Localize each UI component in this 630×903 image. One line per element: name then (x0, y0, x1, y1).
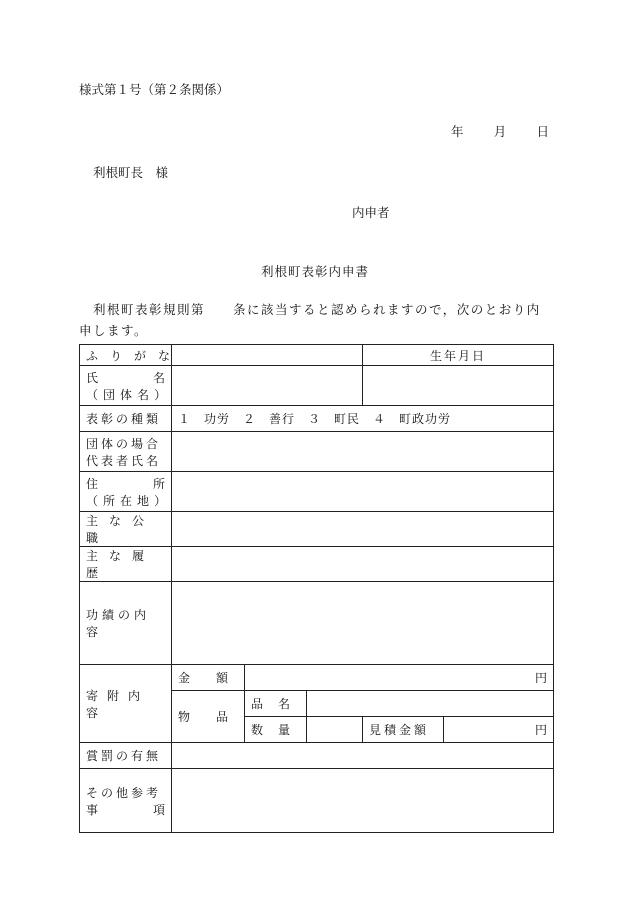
merit-label: 功績の内容 (86, 608, 151, 639)
furigana-label-cell (80, 345, 183, 366)
item-name-label-cell (245, 691, 307, 717)
body-text-line2: 申します。 (79, 323, 149, 338)
row-award-type (80, 406, 554, 432)
row-furigana (80, 345, 554, 366)
public-office-label-cell (80, 512, 172, 547)
amount-label-cell (172, 665, 245, 691)
address-label: 住 所 (86, 476, 165, 491)
item-name-label: 品 名 (251, 697, 290, 711)
address-field[interactable] (172, 472, 554, 512)
application-table (79, 344, 554, 833)
estimate-field[interactable] (444, 717, 554, 743)
public-office-field[interactable] (172, 512, 554, 547)
group-rep-label-line1: 団体の場合 (86, 436, 162, 451)
form-number: 様式第１号（第２条関係） (79, 82, 230, 97)
public-office-label: 主な公職 (86, 514, 156, 545)
furigana-label: ふ り が な (86, 348, 183, 363)
row-group-rep (80, 432, 554, 472)
estimate-label: 見積金額 (369, 723, 430, 737)
furigana-field[interactable] (172, 345, 363, 366)
row-other (80, 769, 554, 833)
reward-label-cell (80, 743, 172, 769)
group-rep-label-cell (80, 432, 172, 472)
birthdate-label: 生年月日 (430, 348, 487, 363)
goods-label: 物 品 (178, 710, 228, 724)
other-label-line1: その他参考 (86, 785, 162, 800)
name-field[interactable] (172, 366, 363, 406)
row-reward (80, 743, 554, 769)
row-career (80, 547, 554, 582)
document-title: 利根町表彰内申書 (260, 264, 369, 279)
row-donation-amount (80, 665, 554, 691)
yen-label-2: 円 (535, 723, 548, 737)
date-day-label: 日 (536, 124, 549, 139)
location-label: （ 所 在 地 ） (86, 493, 172, 508)
amount-label: 金 額 (178, 671, 228, 685)
quantity-label-cell (245, 717, 307, 743)
quantity-field[interactable] (307, 717, 363, 743)
birthdate-header (363, 345, 554, 366)
name-label: 氏 名 (86, 370, 165, 385)
amount-field[interactable] (245, 665, 554, 691)
addressee: 利根町長 様 (93, 165, 169, 180)
row-public-office (80, 512, 554, 547)
donation-label-cell (80, 665, 172, 743)
career-field[interactable] (172, 547, 554, 582)
date-month-label: 月 (493, 124, 507, 139)
group-rep-label-line2: 代表者氏名 (86, 453, 162, 468)
reward-field[interactable] (172, 743, 554, 769)
merit-label-cell (80, 582, 172, 665)
other-label-line2: 事 項 (86, 802, 165, 817)
row-address (80, 472, 554, 512)
row-name (80, 366, 554, 406)
row-merit (80, 582, 554, 665)
group-rep-field[interactable] (172, 432, 554, 472)
group-name-label: （ 団 体 名 ） (86, 387, 172, 402)
career-label-cell (80, 547, 172, 582)
other-field[interactable] (172, 769, 554, 833)
award-type-label-cell (80, 406, 172, 432)
reward-label: 賞罰の有無 (86, 749, 162, 763)
body-text-line1: 利根町表彰規則第 条に該当すると認められますので，次のとおり内 (79, 302, 541, 317)
address-label-cell (80, 472, 172, 512)
yen-label-1: 円 (535, 671, 548, 685)
award-type-label: 表彰の種類 (86, 412, 162, 426)
donation-label: 寄附内容 (86, 688, 150, 720)
quantity-label: 数 量 (251, 723, 290, 737)
birthdate-field[interactable] (363, 366, 554, 406)
award-type-options-text: １ 功労 ２ 善行 ３ 町民 ４ 町政功労 (178, 412, 452, 426)
estimate-label-cell (363, 717, 444, 743)
merit-field[interactable] (172, 582, 554, 665)
goods-label-cell (172, 691, 245, 743)
applicant-label: 内申者 (352, 205, 390, 220)
other-label-cell (80, 769, 172, 833)
award-type-options[interactable] (172, 406, 554, 432)
career-label: 主な履歴 (86, 549, 156, 580)
date-year-label: 年 (451, 124, 464, 139)
date-line (451, 122, 549, 140)
item-name-field[interactable] (307, 691, 554, 717)
name-label-cell (80, 366, 172, 406)
